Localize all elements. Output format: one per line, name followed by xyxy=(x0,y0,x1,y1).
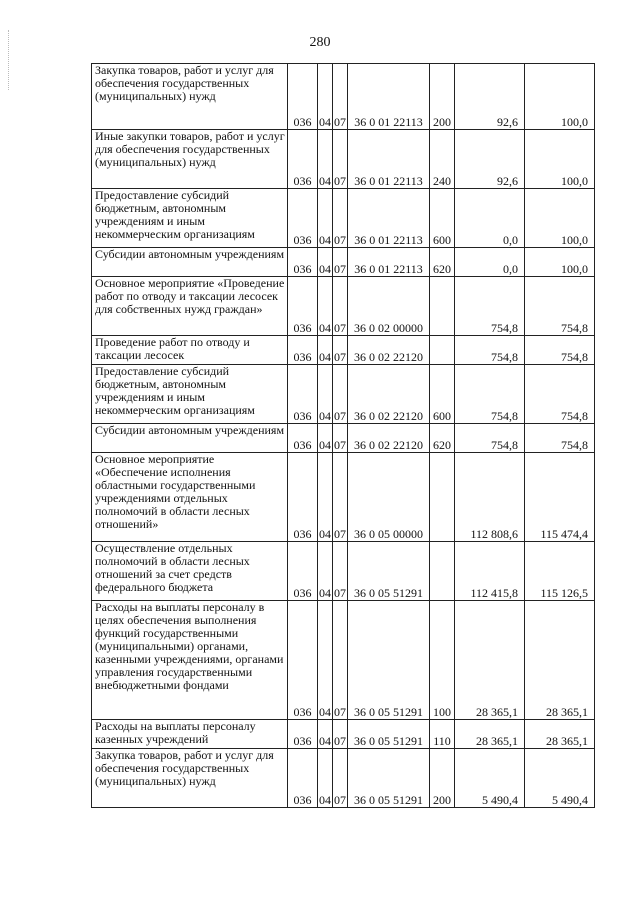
row-target-item-code: 36 0 01 22113 xyxy=(348,248,430,277)
row-expense-type-code: 200 xyxy=(430,64,455,130)
row-value-year-1: 0,0 xyxy=(455,248,525,277)
row-name: Субсидии автономным учреждениям xyxy=(92,424,288,453)
row-target-item-code: 36 0 01 22113 xyxy=(348,189,430,248)
row-name: Субсидии автономным учреждениям xyxy=(92,248,288,277)
row-section-code: 04 xyxy=(318,336,333,365)
row-ved-code: 036 xyxy=(288,542,318,601)
row-subsection-code: 07 xyxy=(333,601,348,720)
row-name: Расходы на выплаты персоналу казенных учреждений xyxy=(92,720,288,749)
table-row xyxy=(92,453,595,542)
row-value-year-2: 754,8 xyxy=(525,336,595,365)
row-subsection-code: 07 xyxy=(333,424,348,453)
row-expense-type-code: 620 xyxy=(430,424,455,453)
row-subsection-code: 07 xyxy=(333,248,348,277)
row-section-code: 04 xyxy=(318,720,333,749)
row-ved-code: 036 xyxy=(288,365,318,424)
row-target-item-code: 36 0 02 22120 xyxy=(348,424,430,453)
row-ved-code: 036 xyxy=(288,189,318,248)
row-expense-type-code: 200 xyxy=(430,749,455,808)
row-target-item-code: 36 0 01 22113 xyxy=(348,64,430,130)
row-name: Закупка товаров, работ и услуг для обеспечения государственных (муниципальных) нужд xyxy=(92,749,288,808)
row-subsection-code: 07 xyxy=(333,542,348,601)
row-section-code: 04 xyxy=(318,189,333,248)
row-value-year-2: 115 126,5 xyxy=(525,542,595,601)
row-value-year-2: 100,0 xyxy=(525,130,595,189)
row-expense-type-code: 620 xyxy=(430,248,455,277)
row-target-item-code: 36 0 02 22120 xyxy=(348,365,430,424)
row-ved-code: 036 xyxy=(288,424,318,453)
table-body xyxy=(92,64,595,808)
row-section-code: 04 xyxy=(318,453,333,542)
table-row xyxy=(92,542,595,601)
row-value-year-1: 112 808,6 xyxy=(455,453,525,542)
row-expense-type-code: 600 xyxy=(430,189,455,248)
row-name: Предоставление субсидий бюджетным, автономным учреждениям и иным некоммерческим организациям xyxy=(92,365,288,424)
row-value-year-2: 100,0 xyxy=(525,64,595,130)
row-subsection-code: 07 xyxy=(333,130,348,189)
row-value-year-2: 754,8 xyxy=(525,365,595,424)
table-row xyxy=(92,130,595,189)
row-name: Расходы на выплаты персоналу в целях обеспечения выполнения функций государственными (муниципальными) органами, казенными учреждениями, органами управления государственными внебюджетными фондами xyxy=(92,601,288,720)
row-value-year-1: 92,6 xyxy=(455,130,525,189)
row-name: Осуществление отдельных полномочий в области лесных отношений за счет средств федерального бюджета xyxy=(92,542,288,601)
row-subsection-code: 07 xyxy=(333,720,348,749)
row-expense-type-code xyxy=(430,277,455,336)
row-ved-code: 036 xyxy=(288,720,318,749)
row-section-code: 04 xyxy=(318,248,333,277)
row-value-year-1: 754,8 xyxy=(455,336,525,365)
row-subsection-code: 07 xyxy=(333,277,348,336)
table-row xyxy=(92,189,595,248)
row-expense-type-code: 600 xyxy=(430,365,455,424)
table-row xyxy=(92,720,595,749)
row-value-year-1: 754,8 xyxy=(455,277,525,336)
row-expense-type-code xyxy=(430,336,455,365)
row-value-year-2: 28 365,1 xyxy=(525,601,595,720)
page-number: 280 xyxy=(309,35,331,50)
row-name: Основное мероприятие «Проведение работ по отводу и таксации лесосек для собственных нужд граждан» xyxy=(92,277,288,336)
row-value-year-1: 754,8 xyxy=(455,424,525,453)
row-value-year-2: 28 365,1 xyxy=(525,720,595,749)
row-name: Иные закупки товаров, работ и услуг для обеспечения государственных (муниципальных) нужд xyxy=(92,130,288,189)
row-value-year-2: 100,0 xyxy=(525,189,595,248)
row-ved-code: 036 xyxy=(288,749,318,808)
row-ved-code: 036 xyxy=(288,130,318,189)
row-ved-code: 036 xyxy=(288,277,318,336)
row-expense-type-code: 110 xyxy=(430,720,455,749)
row-expense-type-code xyxy=(430,453,455,542)
row-value-year-2: 100,0 xyxy=(525,248,595,277)
row-value-year-1: 28 365,1 xyxy=(455,720,525,749)
row-ved-code: 036 xyxy=(288,601,318,720)
row-section-code: 04 xyxy=(318,277,333,336)
row-subsection-code: 07 xyxy=(333,64,348,130)
row-name: Проведение работ по отводу и таксации лесосек xyxy=(92,336,288,365)
table-row xyxy=(92,749,595,808)
row-ved-code: 036 xyxy=(288,248,318,277)
row-name: Предоставление субсидий бюджетным, автономным учреждениям и иным некоммерческим организациям xyxy=(92,189,288,248)
table-row xyxy=(92,277,595,336)
row-ved-code: 036 xyxy=(288,453,318,542)
row-ved-code: 036 xyxy=(288,336,318,365)
row-section-code: 04 xyxy=(318,542,333,601)
row-value-year-1: 112 415,8 xyxy=(455,542,525,601)
row-target-item-code: 36 0 02 00000 xyxy=(348,277,430,336)
row-expense-type-code xyxy=(430,542,455,601)
row-section-code: 04 xyxy=(318,749,333,808)
row-value-year-2: 754,8 xyxy=(525,424,595,453)
row-target-item-code: 36 0 05 51291 xyxy=(348,749,430,808)
row-target-item-code: 36 0 02 22120 xyxy=(348,336,430,365)
row-target-item-code: 36 0 05 51291 xyxy=(348,542,430,601)
row-subsection-code: 07 xyxy=(333,336,348,365)
table-row xyxy=(92,336,595,365)
row-section-code: 04 xyxy=(318,130,333,189)
table-row xyxy=(92,248,595,277)
row-value-year-2: 754,8 xyxy=(525,277,595,336)
table-row xyxy=(92,424,595,453)
table-row xyxy=(92,601,595,720)
row-section-code: 04 xyxy=(318,424,333,453)
row-name: Основное мероприятие «Обеспечение исполнения областными государственными учреждениями отдельных полномочий в области лесных отношений» xyxy=(92,453,288,542)
table-row xyxy=(92,365,595,424)
row-target-item-code: 36 0 05 51291 xyxy=(348,601,430,720)
row-target-item-code: 36 0 05 00000 xyxy=(348,453,430,542)
row-subsection-code: 07 xyxy=(333,749,348,808)
row-expense-type-code: 100 xyxy=(430,601,455,720)
row-value-year-1: 92,6 xyxy=(455,64,525,130)
row-section-code: 04 xyxy=(318,601,333,720)
budget-table xyxy=(91,63,595,808)
row-ved-code: 036 xyxy=(288,64,318,130)
row-section-code: 04 xyxy=(318,365,333,424)
row-value-year-1: 5 490,4 xyxy=(455,749,525,808)
row-value-year-1: 28 365,1 xyxy=(455,601,525,720)
row-value-year-2: 5 490,4 xyxy=(525,749,595,808)
row-subsection-code: 07 xyxy=(333,189,348,248)
row-value-year-1: 0,0 xyxy=(455,189,525,248)
row-name: Закупка товаров, работ и услуг для обеспечения государственных (муниципальных) нужд xyxy=(92,64,288,130)
row-value-year-1: 754,8 xyxy=(455,365,525,424)
row-expense-type-code: 240 xyxy=(430,130,455,189)
row-subsection-code: 07 xyxy=(333,453,348,542)
row-value-year-2: 115 474,4 xyxy=(525,453,595,542)
table-row xyxy=(92,64,595,130)
row-target-item-code: 36 0 01 22113 xyxy=(348,130,430,189)
row-section-code: 04 xyxy=(318,64,333,130)
row-subsection-code: 07 xyxy=(333,365,348,424)
row-target-item-code: 36 0 05 51291 xyxy=(348,720,430,749)
